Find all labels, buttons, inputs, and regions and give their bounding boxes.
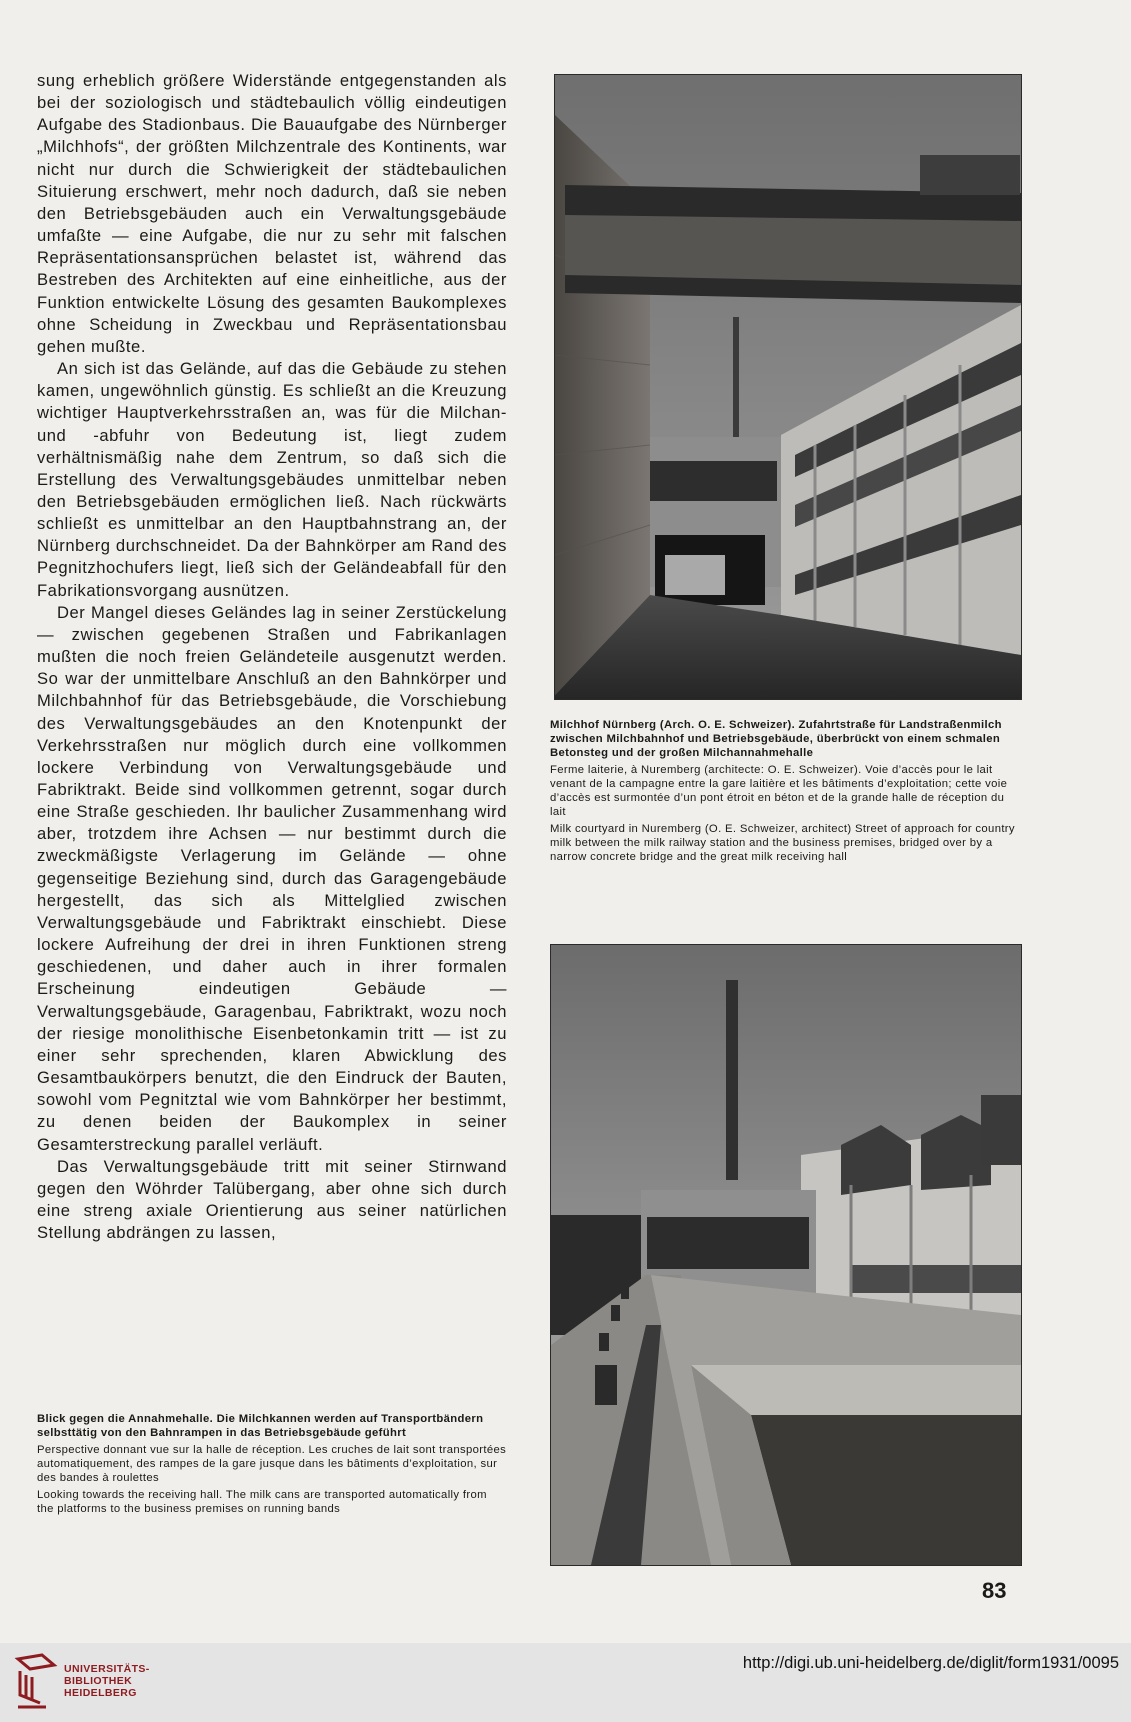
library-name [64, 1663, 150, 1699]
caption-bottom-french: Perspective donnant vue sur la halle de réception. Les cruches de lait sont transportées automatiquement, des rampes de la gare jusque dans les bâtiments d’exploitation, sur des bandes à roulettes [37, 1444, 507, 1484]
library-name-line-3: HEIDELBERG [64, 1687, 137, 1699]
body-paragraph-3: Der Mangel dieses Geländes lag in seiner Zerstückelung — zwischen gegebenen Straßen und Fabrikanlagen mußten die noch freien Geländeteile ausgenutzt werden. So war der unmittelbare Anschluß an den Bahnkörper und Milchbahnhof für das Betriebsgebäude, die Vorschiebung des Verwaltungsgebäudes an den Knotenpunkt der Verkehrsstraßen nur möglich durch eine vollkommen lockere Verbindung von Verwaltungsgebäude und Fabriktrakt. Beide sind vollkommen getrennt, sogar durch eine Straße geschieden. Ihr baulicher Zusammenhang wird aber, trotzdem ihre Achsen — nur bestimmt durch die zweckmäßigste Verlagerung im Gelände — ohne gegenseitige Beziehung sind, durch das Garagengebäude hergestellt, das sich als Mittelglied zwischen Verwaltungsgebäude und Fabriktrakt einschiebt. Diese lockere Aufreihung der drei in ihren Funktionen streng geschiedenen, und daher auch in ihrer formalen Erscheinung eindeutigen Gebäude — Verwaltungsgebäude, Garagenbau, Fabriktrakt, wozu noch der riesige monolithische Eisenbetonkamin tritt — ist zu einer sehr sprechenden, klaren Abwicklung des Gesamtbaukörpers benutzt, die den Eindruck der Bauten, sowohl vom Pegnitztal wie vom Bahnkörper her bestimmt, zu denen beiden der Baukomplex in seiner Gesamterstreckung parallel verläuft. [37, 602, 507, 1154]
photo-access-street-image [555, 75, 1021, 699]
library-name-line-1: UNIVERSITÄTS- [64, 1663, 150, 1675]
body-paragraph-1: sung erheblich größere Widerstände entgegenstanden als bei der soziologisch und städtebaulich völlig eindeutigen Aufgabe des Stadionbaus. Die Bauaufgabe des Nürnberger „Milchhofs“, der größten Milchzentrale des Kontinents, war nicht nur durch die Schwierigkeit der städtebaulichen Situierung erschwert, mehr noch dadurch, daß sie neben den Betriebsgebäuden auch ein Verwaltungsgebäude umfaßte — eine Aufgabe, die nur zu sehr mit falschen Repräsentationsansprüchen belastet ist, während das Bestreben des Architekten auf eine einheitliche, aus der Funktion entwickelte Lösung des gesamten Baukomplexes ohne Scheidung in Zweckbau und Repräsentationsbau gehen mußte. [37, 71, 507, 356]
article-body [37, 70, 507, 1244]
page-number: 83 [982, 1578, 1007, 1603]
caption-top-english: Milk courtyard in Nuremberg (O. E. Schweizer, architect) Street of approach for country milk between the milk railway station and the business premises, bridged over by a narrow concrete bridge and the great milk receiving hall [550, 823, 1015, 863]
caption-bottom [37, 1412, 507, 1519]
library-name-line-2: BIBLIOTHEK [64, 1675, 133, 1687]
body-paragraph-4: Das Verwaltungsgebäude tritt mit seiner Stirnwand gegen den Wöhrder Talübergang, aber ohne sich durch eine streng axiale Orientierung aus seiner natürlichen Stellung abdrängen zu lassen, [37, 1156, 507, 1243]
photo-receiving-hall [550, 944, 1022, 1566]
caption-bottom-german: Blick gegen die Annahmehalle. Die Milchkannen werden auf Transportbändern selbsttätig von den Bahnrampen in das Betriebsgebäude geführt [37, 1413, 484, 1439]
caption-bottom-english: Looking towards the receiving hall. The milk cans are transported automatically from the platforms to the business premises on running bands [37, 1489, 487, 1515]
body-paragraph-2: An sich ist das Gelände, auf das die Gebäude zu stehen kamen, ungewöhnlich günstig. Es schließt an die Kreuzung wichtiger Hauptverkehrsstraßen an, was für die Milchan- und -abfuhr von Bedeutung ist, liegt zudem verhältnismäßig nahe dem Zentrum, so daß sich die Erstellung des Verwaltungsgebäudes unmittelbar neben den Betriebsgebäuden ermöglichen ließ. Nach rückwärts schließt es unmittelbar an den Hauptbahnstrang an, der Nürnberg durchschneidet. Da der Bahnkörper am Rand des Pegnitzhochufers liegt, ließ sich der Geländeabfall für den Fabrikationsvorgang ausnützen. [37, 359, 507, 600]
photo-access-street [554, 74, 1022, 700]
library-footer [0, 1643, 1131, 1722]
caption-top [550, 718, 1020, 867]
caption-top-german: Milchhof Nürnberg (Arch. O. E. Schweizer). Zufahrtstraße für Landstraßenmilch zwischen Milchbahnhof und Betriebsgebäude, überbrückt von einem schmalen Betonsteg und der großen Milchannahmehalle [550, 719, 1002, 759]
photo-receiving-hall-image [551, 945, 1021, 1565]
university-library-logo [12, 1651, 60, 1713]
library-logo-icon [12, 1651, 60, 1713]
caption-top-french: Ferme laiterie, à Nuremberg (architecte: O. E. Schweizer). Voie d’accès pour le lait venant de la campagne entre la gare laitière et les bâtiments d’exploitation; cette voie d’accès est surmontée d’un pont étroit en béton et de la grande halle de réception du lait [550, 764, 1008, 818]
source-url-link[interactable]: http://digi.ub.uni-heidelberg.de/diglit/form1931/0095 [742, 1654, 1119, 1672]
